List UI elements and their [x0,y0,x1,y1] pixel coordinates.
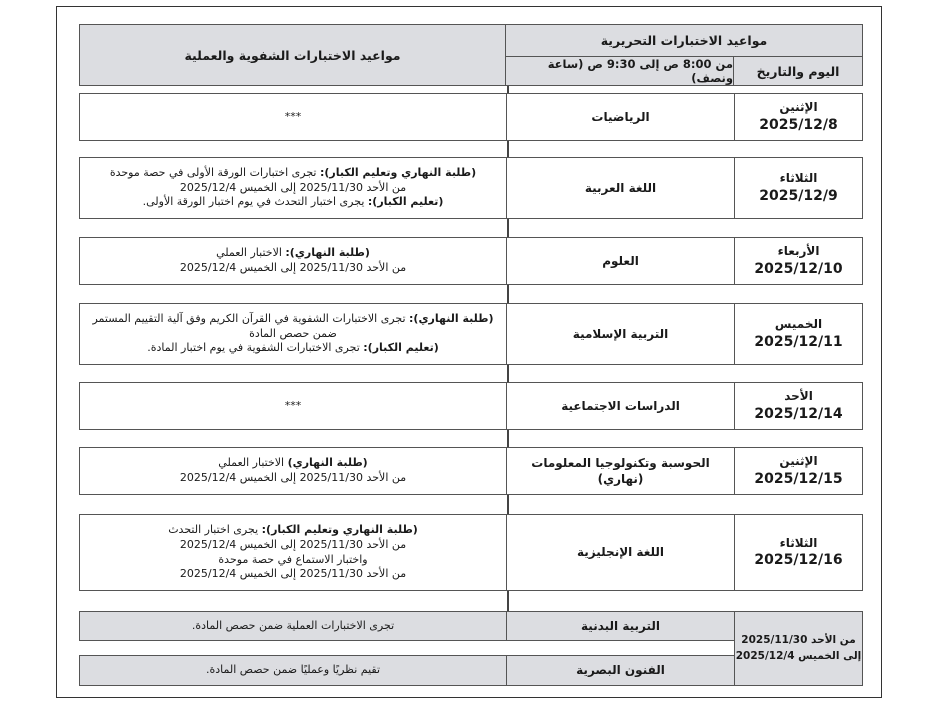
practical-row [79,655,735,686]
oral-cell [80,158,506,218]
table-row [79,93,863,141]
oral-group-label: (تعليم الكبار): [367,195,444,209]
date-cell [734,448,862,494]
oral-line: من الأحد 2025/11/30 إلى الخميس 2025/12/4 [179,261,407,274]
date-cell [734,238,862,284]
exam-date: 2025/12/8 [759,116,838,133]
day-name: الإثنين [779,100,818,115]
practical-note: تقيم نظريًا وعمليًا ضمن حصص المادة. [205,663,381,677]
oral-text: تجرى اختبارات الورقة الأولى في حصة موحدة [109,165,320,179]
oral-text: تجرى الاختبارات الشفوية في يوم اختبار المادة. [147,341,364,355]
oral-group-label: (طلبة النهاري): [409,311,494,325]
oral-line [147,341,439,356]
practical-row [79,611,735,641]
subject-cell: اللغة العربية [506,158,734,218]
day-name: الخميس [774,317,823,332]
oral-line [216,246,370,261]
oral-group-label: (طلبة النهاري وتعليم الكبار): [320,165,477,179]
oral-cell [80,515,506,590]
oral-line [143,195,444,210]
oral-text: تجرى الاختبارات الشفوية في القرآن الكريم وفق آلية التقييم المستمر [92,311,410,325]
written-exams-header [505,25,862,85]
oral-text: يجرى اختبار التحدث [168,522,262,536]
table-row [79,237,863,285]
oral-group-label: (طلبة النهاري): [285,246,370,260]
subject-cell: الرياضيات [506,94,734,140]
oral-cell [80,448,506,494]
oral-line [218,456,367,471]
table-row [79,157,863,219]
subject-cell: الفنون البصرية [506,656,734,685]
subject-cell: الدراسات الاجتماعية [506,383,734,429]
oral-cell [80,94,506,140]
day-name: الأحد [784,389,813,404]
subject-name: الحوسبة وتكنولوجيا المعلومات [531,455,710,470]
date-cell [734,304,862,364]
oral-cell [80,383,506,429]
day-date-label: اليوم والتاريخ [733,57,862,85]
oral-line [168,523,418,538]
exam-date: 2025/12/9 [759,187,838,204]
period-start: من الأحد 2025/11/30 [741,633,856,646]
subject-cell: التربية البدنية [506,612,734,640]
date-cell [734,383,862,429]
day-name: الثلاثاء [779,171,818,186]
oral-line [92,312,493,327]
oral-text: الاختبار العملي [218,456,288,470]
exam-date: 2025/12/10 [754,260,843,277]
oral-line: *** [284,109,302,123]
practical-note: تجرى الاختبارات العملية ضمن حصص المادة. [191,618,395,632]
practical-period-cell [734,611,863,686]
day-name: الثلاثاء [779,535,818,550]
written-exams-title: مواعيد الاختبارات التحريرية [506,25,862,57]
oral-practical-exams-title: مواعيد الاختبارات الشفوية والعملية [184,47,401,63]
exam-date: 2025/12/15 [754,470,843,487]
period-end: إلى الخميس 2025/12/4 [735,649,862,662]
table-row [79,514,863,591]
oral-group-label: (تعليم الكبار): [363,341,439,355]
exam-time-label: من 8:00 ص إلى 9:30 ص (ساعة ونصف) [547,57,733,85]
oral-group-label: (طلبة النهاري) [287,456,368,470]
exam-date: 2025/12/11 [754,333,843,350]
oral-line: من الأحد 2025/11/30 إلى الخميس 2025/12/4 [179,471,407,484]
exam-date: 2025/12/16 [754,552,843,569]
oral-group-label: (طلبة النهاري وتعليم الكبار): [261,522,418,536]
subject-cell [506,448,734,494]
subject-cell: العلوم [506,238,734,284]
oral-line: من الأحد 2025/11/30 إلى الخميس 2025/12/4 [179,567,407,581]
table-header [79,24,863,86]
day-name: الأربعاء [777,244,820,259]
table-row [79,303,863,365]
oral-line [110,166,476,181]
oral-line: واختبار الاستماع في حصة موحدة [218,552,368,566]
oral-line: من الأحد 2025/11/30 إلى الخميس 2025/12/4 [179,537,407,551]
date-cell [734,158,862,218]
table-row [79,447,863,495]
subject-note: (نهاري) [597,472,644,486]
oral-text: يجرى اختبار التحدث في يوم اختبار الورقة الأولى. [142,195,368,209]
table-row [79,382,863,430]
oral-line: *** [284,398,302,412]
exam-date: 2025/12/14 [754,405,843,422]
oral-cell [80,304,506,364]
oral-line: من الأحد 2025/11/30 إلى الخميس 2025/12/4 [179,180,407,194]
oral-text: الاختبار العملي [216,246,286,260]
date-cell [734,94,862,140]
oral-cell [80,238,506,284]
subject-cell: التربية الإسلامية [506,304,734,364]
subject-cell: اللغة الإنجليزية [506,515,734,590]
date-cell [734,515,862,590]
oral-line: ضمن حصص المادة [249,326,337,340]
day-name: الإثنين [779,454,818,469]
